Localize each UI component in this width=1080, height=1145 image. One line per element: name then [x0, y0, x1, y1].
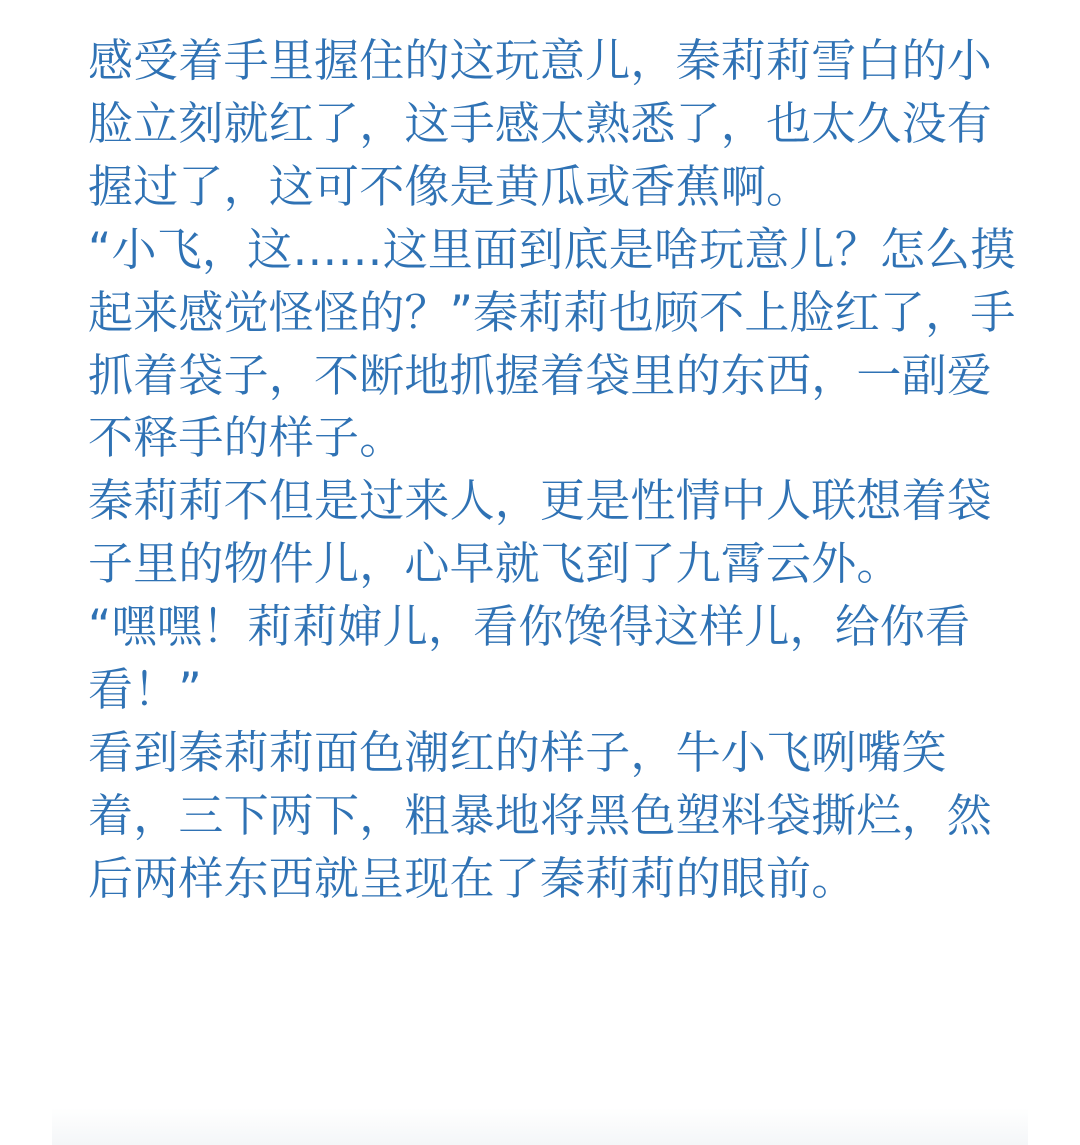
- paragraph-3: 秦莉莉不但是过来人，更是性情中人联想着袋子里的物件儿，心早就飞到了九霄云外。: [88, 474, 993, 591]
- bottom-divider: [52, 1108, 1028, 1145]
- paragraph-1: 感受着手里握住的这玩意儿，秦莉莉雪白的小脸立刻就红了，这手感太熟悉了，也太久没有握过了，这可不像是黄瓜或香蕉啊。: [88, 34, 993, 213]
- paragraph-2: “小飞，这……这里面到底是啥玩意儿？怎么摸起来感觉怪怪的？”秦莉莉也顾不上脸红了，手抓着袋子，不断地抓握着袋里的东西，一副爱不释手的样子。: [88, 222, 1016, 465]
- paragraph-5: 看到秦莉莉面色潮红的样子，牛小飞咧嘴笑着，三下两下，粗暴地将黑色塑料袋撕烂，然后两样东西就呈现在了秦莉莉的眼前。: [88, 725, 993, 905]
- paragraph-4: “嘿嘿！莉莉婶儿，看你馋得这样儿，给你看看！”: [88, 600, 971, 717]
- article-text: [88, 30, 1018, 911]
